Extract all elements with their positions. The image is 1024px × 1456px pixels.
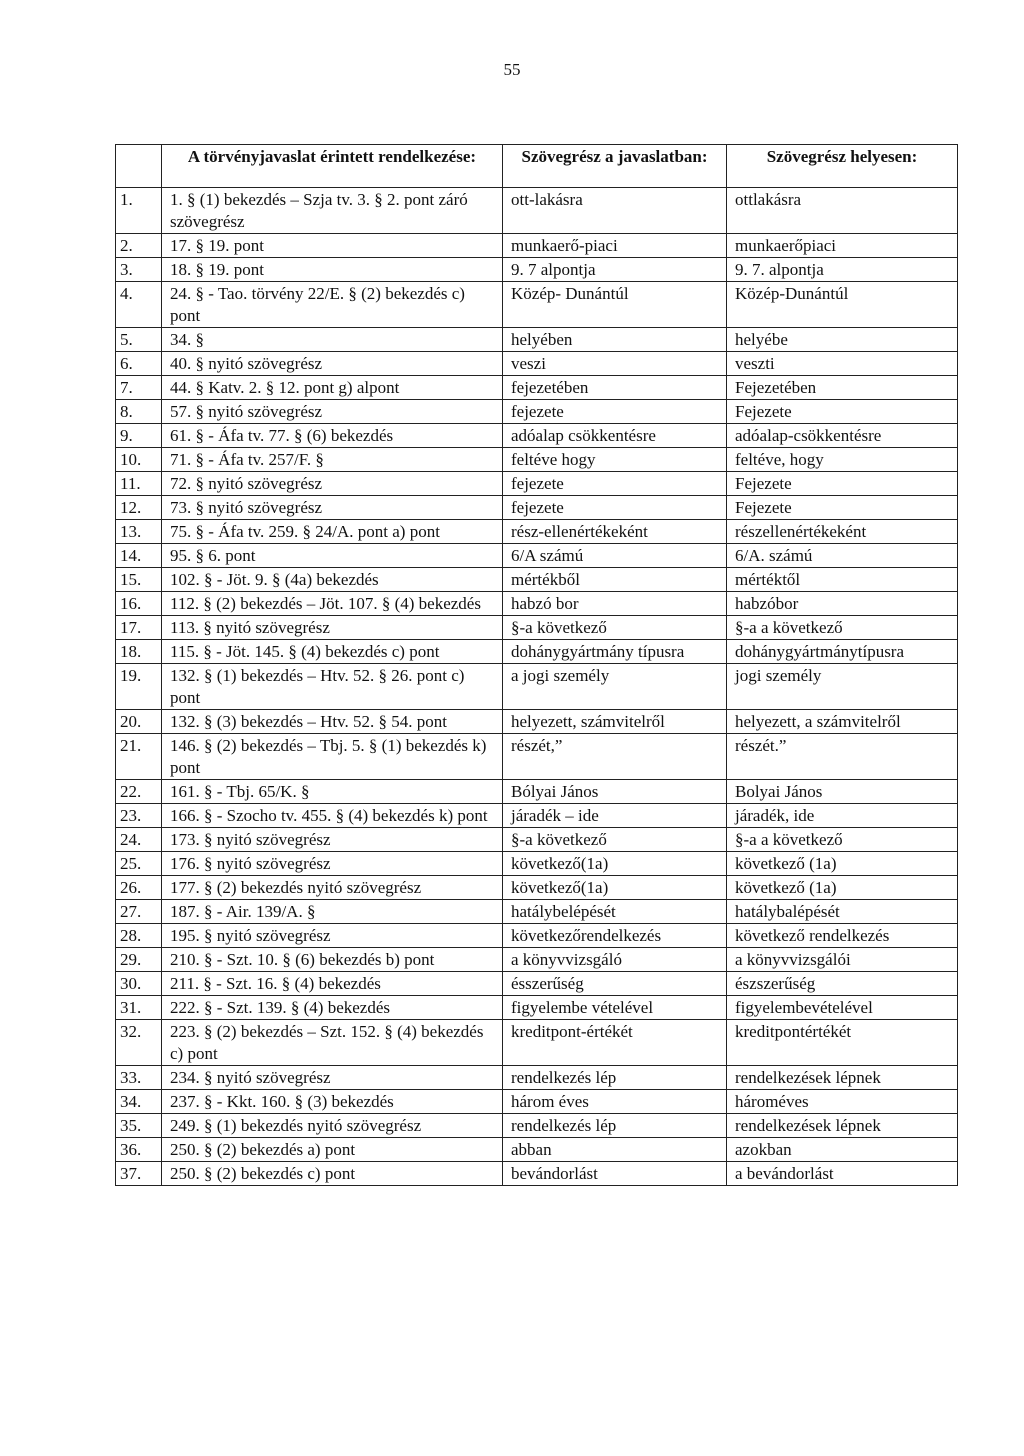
row-correct-text: kreditpontértékét	[727, 1020, 958, 1066]
row-text-in-bill: kreditpont-értékét	[503, 1020, 727, 1066]
row-text-in-bill: következő(1a)	[503, 876, 727, 900]
row-text-in-bill: munkaerő-piaci	[503, 234, 727, 258]
row-number: 4.	[116, 282, 162, 328]
row-correct-text: dohánygyártmánytípusra	[727, 640, 958, 664]
row-text-in-bill: bevándorlást	[503, 1162, 727, 1186]
row-provision: 234. § nyitó szövegrész	[162, 1066, 503, 1090]
row-number: 18.	[116, 640, 162, 664]
table-row	[116, 400, 958, 424]
table-row	[116, 282, 958, 328]
row-provision: 75. § - Áfa tv. 259. § 24/A. pont a) pont	[162, 520, 503, 544]
row-number: 36.	[116, 1138, 162, 1162]
row-provision: 249. § (1) bekezdés nyitó szövegrész	[162, 1114, 503, 1138]
row-number: 32.	[116, 1020, 162, 1066]
table-row	[116, 900, 958, 924]
row-correct-text: hatálybalépését	[727, 900, 958, 924]
row-text-in-bill: hatálybelépését	[503, 900, 727, 924]
header-provision: A törvényjavaslat érintett rendelkezése:	[162, 145, 503, 188]
row-number: 2.	[116, 234, 162, 258]
table-row	[116, 448, 958, 472]
row-provision: 195. § nyitó szövegrész	[162, 924, 503, 948]
corrections-table	[115, 144, 958, 1186]
table-row	[116, 592, 958, 616]
row-number: 13.	[116, 520, 162, 544]
table-row	[116, 472, 958, 496]
row-number: 28.	[116, 924, 162, 948]
row-provision: 115. § - Jöt. 145. § (4) bekezdés c) pont	[162, 640, 503, 664]
table-row	[116, 568, 958, 592]
row-correct-text: mértéktől	[727, 568, 958, 592]
row-correct-text: munkaerőpiaci	[727, 234, 958, 258]
row-provision: 173. § nyitó szövegrész	[162, 828, 503, 852]
table-row	[116, 424, 958, 448]
row-provision: 18. § 19. pont	[162, 258, 503, 282]
row-correct-text: habzóbor	[727, 592, 958, 616]
row-number: 3.	[116, 258, 162, 282]
row-number: 35.	[116, 1114, 162, 1138]
row-correct-text: §-a a következő	[727, 616, 958, 640]
row-correct-text: hároméves	[727, 1090, 958, 1114]
table-row	[116, 352, 958, 376]
row-provision: 177. § (2) bekezdés nyitó szövegrész	[162, 876, 503, 900]
row-provision: 132. § (3) bekezdés – Htv. 52. § 54. pont	[162, 710, 503, 734]
table-row	[116, 710, 958, 734]
table-row	[116, 1066, 958, 1090]
row-text-in-bill: helyében	[503, 328, 727, 352]
row-correct-text: ottlakásra	[727, 188, 958, 234]
table-row	[116, 972, 958, 996]
row-number: 33.	[116, 1066, 162, 1090]
row-number: 12.	[116, 496, 162, 520]
row-correct-text: járadék, ide	[727, 804, 958, 828]
row-provision: 132. § (1) bekezdés – Htv. 52. § 26. pont c) pont	[162, 664, 503, 710]
row-correct-text: helyébe	[727, 328, 958, 352]
row-number: 14.	[116, 544, 162, 568]
row-provision: 250. § (2) bekezdés c) pont	[162, 1162, 503, 1186]
row-correct-text: figyelembevételével	[727, 996, 958, 1020]
row-text-in-bill: §-a következő	[503, 828, 727, 852]
row-provision: 71. § - Áfa tv. 257/F. §	[162, 448, 503, 472]
row-correct-text: Fejezete	[727, 472, 958, 496]
table-row	[116, 188, 958, 234]
row-correct-text: adóalap-csökkentésre	[727, 424, 958, 448]
table-row	[116, 1162, 958, 1186]
row-correct-text: azokban	[727, 1138, 958, 1162]
table-row	[116, 876, 958, 900]
row-text-in-bill: adóalap csökkentésre	[503, 424, 727, 448]
row-provision: 73. § nyitó szövegrész	[162, 496, 503, 520]
row-correct-text: Fejezete	[727, 400, 958, 424]
row-correct-text: 9. 7. alpontja	[727, 258, 958, 282]
row-correct-text: feltéve, hogy	[727, 448, 958, 472]
row-provision: 72. § nyitó szövegrész	[162, 472, 503, 496]
row-text-in-bill: három éves	[503, 1090, 727, 1114]
table-row	[116, 234, 958, 258]
row-number: 11.	[116, 472, 162, 496]
row-number: 25.	[116, 852, 162, 876]
table-row	[116, 616, 958, 640]
row-correct-text: Fejezete	[727, 496, 958, 520]
row-number: 34.	[116, 1090, 162, 1114]
table-row	[116, 664, 958, 710]
row-correct-text: észszerűség	[727, 972, 958, 996]
header-correct-text: Szövegrész helyesen:	[727, 145, 958, 188]
row-correct-text: helyezett, a számvitelről	[727, 710, 958, 734]
row-provision: 113. § nyitó szövegrész	[162, 616, 503, 640]
row-correct-text: a bevándorlást	[727, 1162, 958, 1186]
row-text-in-bill: járadék – ide	[503, 804, 727, 828]
row-provision: 1. § (1) bekezdés – Szja tv. 3. § 2. pont záró szövegrész	[162, 188, 503, 234]
table-row	[116, 496, 958, 520]
row-text-in-bill: ott-lakásra	[503, 188, 727, 234]
row-provision: 95. § 6. pont	[162, 544, 503, 568]
row-text-in-bill: rendelkezés lép	[503, 1114, 727, 1138]
row-correct-text: részét.”	[727, 734, 958, 780]
row-correct-text: következő (1a)	[727, 852, 958, 876]
row-provision: 187. § - Air. 139/A. §	[162, 900, 503, 924]
table-row	[116, 520, 958, 544]
row-provision: 102. § - Jöt. 9. § (4a) bekezdés	[162, 568, 503, 592]
row-provision: 211. § - Szt. 16. § (4) bekezdés	[162, 972, 503, 996]
row-correct-text: következő (1a)	[727, 876, 958, 900]
row-text-in-bill: Közép- Dunántúl	[503, 282, 727, 328]
row-provision: 210. § - Szt. 10. § (6) bekezdés b) pont	[162, 948, 503, 972]
row-text-in-bill: a könyvvizsgáló	[503, 948, 727, 972]
row-text-in-bill: abban	[503, 1138, 727, 1162]
row-number: 37.	[116, 1162, 162, 1186]
row-number: 16.	[116, 592, 162, 616]
row-correct-text: jogi személy	[727, 664, 958, 710]
row-number: 8.	[116, 400, 162, 424]
row-number: 10.	[116, 448, 162, 472]
row-correct-text: részellenértékeként	[727, 520, 958, 544]
table-row	[116, 780, 958, 804]
row-number: 31.	[116, 996, 162, 1020]
row-correct-text: §-a a következő	[727, 828, 958, 852]
table-row	[116, 1114, 958, 1138]
row-number: 19.	[116, 664, 162, 710]
row-number: 29.	[116, 948, 162, 972]
row-provision: 112. § (2) bekezdés – Jöt. 107. § (4) bekezdés	[162, 592, 503, 616]
row-text-in-bill: rész-ellenértékeként	[503, 520, 727, 544]
row-text-in-bill: rendelkezés lép	[503, 1066, 727, 1090]
row-number: 9.	[116, 424, 162, 448]
row-text-in-bill: §-a következő	[503, 616, 727, 640]
table-row	[116, 544, 958, 568]
row-number: 15.	[116, 568, 162, 592]
row-correct-text: Fejezetében	[727, 376, 958, 400]
row-text-in-bill: következő(1a)	[503, 852, 727, 876]
row-correct-text: 6/A. számú	[727, 544, 958, 568]
row-correct-text: Bolyai János	[727, 780, 958, 804]
row-provision: 222. § - Szt. 139. § (4) bekezdés	[162, 996, 503, 1020]
row-provision: 24. § - Tao. törvény 22/E. § (2) bekezdés c) pont	[162, 282, 503, 328]
table-row	[116, 258, 958, 282]
table-header-row	[116, 145, 958, 188]
row-provision: 237. § - Kkt. 160. § (3) bekezdés	[162, 1090, 503, 1114]
table-row	[116, 924, 958, 948]
table-row	[116, 1138, 958, 1162]
row-text-in-bill: helyezett, számvitelről	[503, 710, 727, 734]
row-correct-text: következő rendelkezés	[727, 924, 958, 948]
row-correct-text: rendelkezések lépnek	[727, 1114, 958, 1138]
table-row	[116, 328, 958, 352]
row-provision: 44. § Katv. 2. § 12. pont g) alpont	[162, 376, 503, 400]
table-row	[116, 1020, 958, 1066]
row-correct-text: veszti	[727, 352, 958, 376]
row-provision: 166. § - Szocho tv. 455. § (4) bekezdés k) pont	[162, 804, 503, 828]
row-text-in-bill: a jogi személy	[503, 664, 727, 710]
row-number: 21.	[116, 734, 162, 780]
row-text-in-bill: részét,”	[503, 734, 727, 780]
row-text-in-bill: következőrendelkezés	[503, 924, 727, 948]
header-text-in-bill: Szövegrész a javaslatban:	[503, 145, 727, 188]
row-text-in-bill: feltéve hogy	[503, 448, 727, 472]
table-row	[116, 1090, 958, 1114]
row-text-in-bill: mértékből	[503, 568, 727, 592]
row-number: 24.	[116, 828, 162, 852]
row-provision: 57. § nyitó szövegrész	[162, 400, 503, 424]
row-number: 1.	[116, 188, 162, 234]
table-row	[116, 996, 958, 1020]
table-row	[116, 852, 958, 876]
row-text-in-bill: figyelembe vételével	[503, 996, 727, 1020]
table-row	[116, 640, 958, 664]
table-row	[116, 828, 958, 852]
header-number	[116, 145, 162, 188]
page-number: 55	[503, 60, 521, 79]
table-row	[116, 804, 958, 828]
row-number: 20.	[116, 710, 162, 734]
row-number: 30.	[116, 972, 162, 996]
row-provision: 34. §	[162, 328, 503, 352]
row-correct-text: Közép-Dunántúl	[727, 282, 958, 328]
row-correct-text: a könyvvizsgálói	[727, 948, 958, 972]
row-provision: 161. § - Tbj. 65/K. §	[162, 780, 503, 804]
row-correct-text: rendelkezések lépnek	[727, 1066, 958, 1090]
row-text-in-bill: veszi	[503, 352, 727, 376]
row-number: 5.	[116, 328, 162, 352]
row-text-in-bill: fejezete	[503, 472, 727, 496]
row-text-in-bill: ésszerűség	[503, 972, 727, 996]
row-provision: 61. § - Áfa tv. 77. § (6) bekezdés	[162, 424, 503, 448]
row-provision: 223. § (2) bekezdés – Szt. 152. § (4) bekezdés c) pont	[162, 1020, 503, 1066]
row-text-in-bill: habzó bor	[503, 592, 727, 616]
row-number: 7.	[116, 376, 162, 400]
row-text-in-bill: Bólyai János	[503, 780, 727, 804]
row-text-in-bill: 9. 7 alpontja	[503, 258, 727, 282]
row-text-in-bill: fejezete	[503, 496, 727, 520]
row-provision: 250. § (2) bekezdés a) pont	[162, 1138, 503, 1162]
row-number: 26.	[116, 876, 162, 900]
row-text-in-bill: dohánygyártmány típusra	[503, 640, 727, 664]
row-number: 17.	[116, 616, 162, 640]
row-number: 27.	[116, 900, 162, 924]
row-text-in-bill: fejezete	[503, 400, 727, 424]
row-number: 6.	[116, 352, 162, 376]
row-provision: 176. § nyitó szövegrész	[162, 852, 503, 876]
table-row	[116, 376, 958, 400]
row-text-in-bill: 6/A számú	[503, 544, 727, 568]
table-body	[116, 188, 958, 1186]
table-row	[116, 948, 958, 972]
row-number: 22.	[116, 780, 162, 804]
row-number: 23.	[116, 804, 162, 828]
row-text-in-bill: fejezetében	[503, 376, 727, 400]
table-row	[116, 734, 958, 780]
row-provision: 17. § 19. pont	[162, 234, 503, 258]
row-provision: 40. § nyitó szövegrész	[162, 352, 503, 376]
row-provision: 146. § (2) bekezdés – Tbj. 5. § (1) bekezdés k) pont	[162, 734, 503, 780]
